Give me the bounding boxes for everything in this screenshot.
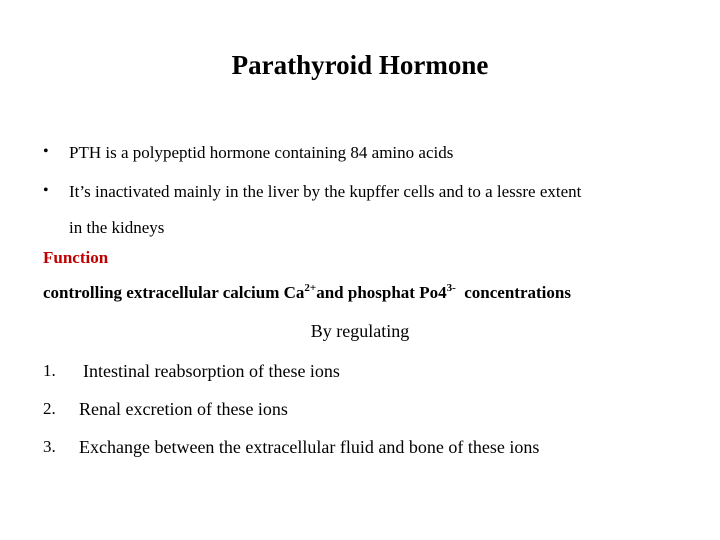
function-statement-part: concentrations — [464, 283, 571, 302]
slide-title: Parathyroid Hormone — [231, 50, 489, 80]
function-statement-part: controlling extracellular calcium Ca — [43, 283, 305, 302]
regulating-subheading: By regulating — [310, 321, 410, 341]
list-item-text: Intestinal reabsorption of these ions — [83, 361, 340, 381]
bullet-marker: • — [43, 182, 49, 199]
bullet-text: PTH is a polypeptid hormone containing 84 amino acids — [69, 143, 454, 162]
list-item-number: 2. — [43, 399, 56, 418]
list-item-number: 1. — [43, 361, 56, 380]
function-heading: Function — [43, 248, 109, 267]
calcium-charge: 2+ — [304, 282, 317, 294]
function-statement-part: and phosphat Po4 — [316, 283, 447, 302]
list-item-number: 3. — [43, 437, 56, 456]
bullet-text-continued: in the kidneys — [69, 218, 165, 237]
list-item-text: Renal excretion of these ions — [79, 399, 288, 419]
bullet-text: It’s inactivated mainly in the liver by the kupffer cells and to a lessre extent — [69, 182, 582, 201]
function-statement — [43, 283, 571, 303]
phosphate-charge: 3- — [446, 282, 456, 294]
list-item-text: Exchange between the extracellular fluid and bone of these ions — [79, 437, 540, 457]
bullet-marker: • — [43, 143, 49, 160]
